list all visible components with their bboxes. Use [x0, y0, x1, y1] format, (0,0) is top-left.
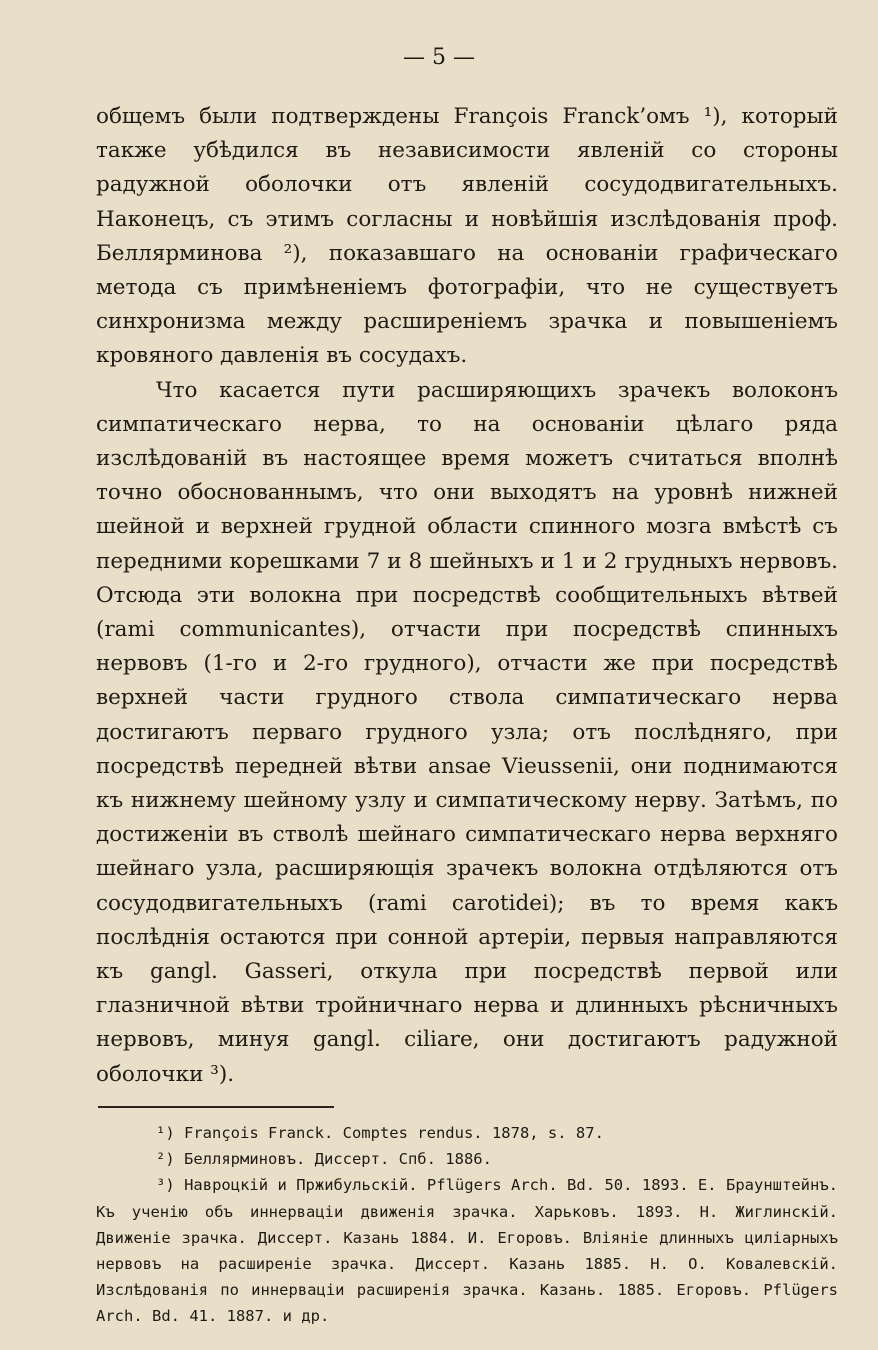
footnote-3: ³) Навроцкій и Пржибульскій. Pflügers Arch. Bd. 50. 1893. Е. Браунштейнъ. Къ ученію объ иннервацiи движенія зрачка. Харьковъ. 1893. Н. Жиглинскій. Движеніе зрачка. Диссерт. Казань 1884. И. Егоровъ. Вліяніе длинныхъ циліарныхъ нервовъ на расширеніе зрачка. Диссерт. Казань 1885. Н. О. Ковалевскій. Изслѣдованія по иннервацiи расширенія зрачка. Казань. 1885. Егоровъ. Pflügers Arch. Bd. 41. 1887. и др. — [96, 1176, 838, 1326]
footnote-divider — [98, 1106, 334, 1108]
footnotes — [96, 1120, 838, 1330]
paragraph-1: общемъ были подтверждены François Franck’омъ ¹), который также убѣдился въ независимости явленій со стороны радужной оболочки отъ явленій сосудодвигательныхъ. Наконецъ, съ этимъ согласны и новѣйшія изслѣдованія проф. Беллярминова ²), показавшаго на основаніи графическаго метода съ примѣненіемъ фотографіи, что не существуетъ синхронизма между расширеніемъ зрачка и повышеніемъ кровяного давленія въ сосудахъ. — [96, 104, 838, 369]
footnote-2: ²) Беллярминовъ. Диссерт. Спб. 1886. — [156, 1150, 492, 1169]
page-number: — 5 — — [403, 45, 475, 70]
footnote-1: ¹) François Franck. Comptes rendus. 1878, s. 87. — [156, 1123, 604, 1142]
paragraph-2: Что касается пути расширяющихъ зрачекъ волоконъ симпатическаго нерва, то на основаніи цѣлаго ряда изслѣдованій въ настоящее время можетъ считаться вполнѣ точно обоснованнымъ, что они выходятъ на уровнѣ нижней шейной и верхней грудной области спинного мозга вмѣстѣ съ передними корешками 7 и 8 шейныхъ и 1 и 2 грудныхъ нервовъ. Отсюда эти волокна при посредствѣ сообщительныхъ вѣтвей (rami communicantes), отчасти при посредствѣ спинныхъ нервовъ (1-го и 2-го грудного), отчасти же при посредствѣ верхней части грудного ствола симпатическаго нерва достигаютъ перваго грудного узла; отъ послѣдняго, при посредствѣ передней вѣтви ansae Vieussenii, они поднимаются къ нижнему шейному узлу и симпатическому нерву. Затѣмъ, по достиженіи въ стволѣ шейнаго симпатическаго нерва верхняго шейнаго узла, расширяющія зрачекъ волокна отдѣляются отъ сосудодвигательныхъ (rami carotidei); въ то время какъ послѣднія остаются при сонной артеріи, первыя направляются къ gangl. Gasseri, откула при посредствѣ первой или глазничной вѣтви тройничнаго нерва и длинныхъ рѣсничныхъ нервовъ, минуя gangl. ciliare, они достигаютъ радужной оболочки ³). — [96, 377, 838, 1087]
body-text — [96, 100, 838, 1092]
